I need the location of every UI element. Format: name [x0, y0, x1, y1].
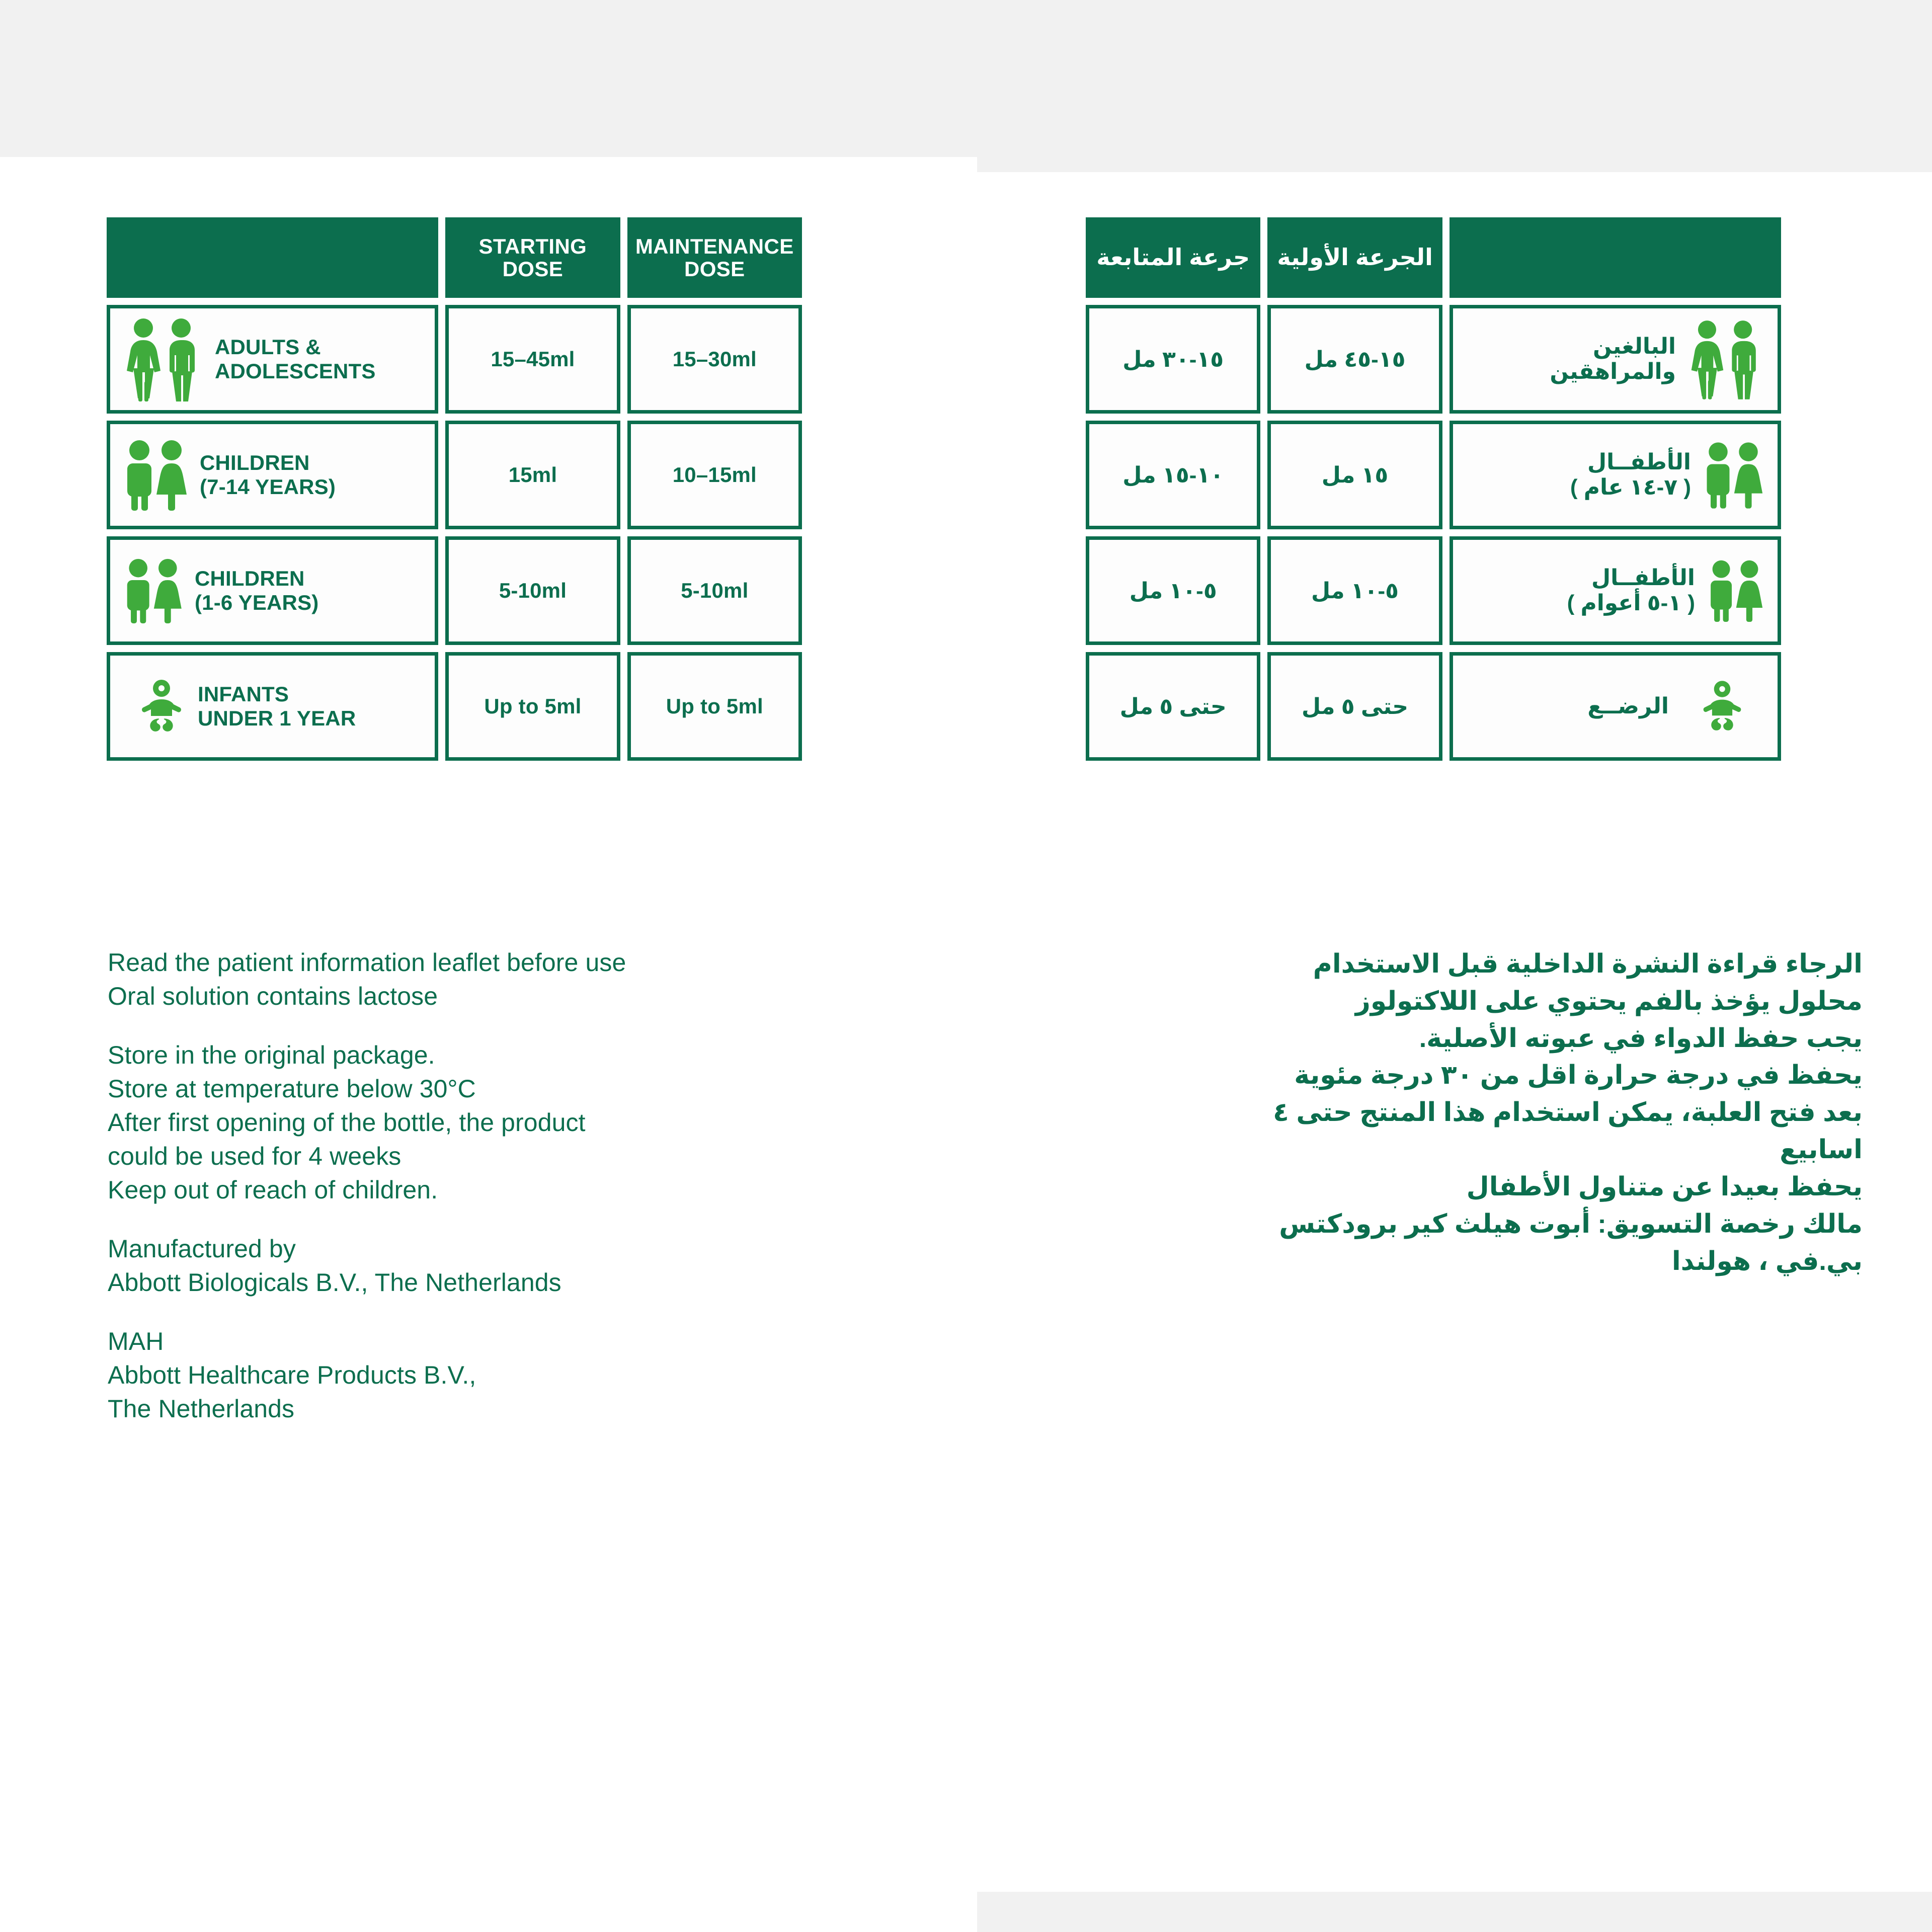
arabic-notices — [1048, 946, 1863, 1280]
category-children-1-6-line2: (1-6 YEARS) — [195, 591, 319, 614]
notice-leaflet-line2: Oral solution contains lactose — [108, 982, 438, 1010]
notice-storage-arabic-line4: اسابيع — [1780, 1135, 1863, 1165]
notice-leaflet-arabic-line1: الرجاء قراءة النشرة الداخلية قبل الاستخدام — [1313, 949, 1863, 979]
category-label-adults — [215, 335, 376, 383]
notice-storage-arabic — [1048, 1020, 1863, 1206]
table-header-row — [107, 217, 802, 298]
children-pictogram — [123, 439, 188, 511]
notice-storage-line3: After first opening of the bottle, the product — [108, 1108, 586, 1137]
mah-block-english — [108, 1325, 893, 1426]
manufactured-by-label: Manufactured by — [108, 1235, 296, 1263]
header-cell-maintenance-dose-arabic — [1086, 217, 1260, 298]
table-row-adults — [107, 305, 802, 414]
maintenance-dose-cell-infants-arabic — [1086, 652, 1260, 761]
category-children-1-6-line1: CHILDREN — [195, 567, 305, 591]
category-cell-children-1-6 — [107, 536, 438, 645]
category-children-7-14-arabic-line2: ( ٧-١٤ عام ) — [1570, 475, 1691, 500]
header-cell-starting-dose — [445, 217, 620, 298]
starting-dose-value-adults: 15–45ml — [491, 347, 575, 371]
maintenance-dose-cell-adults — [627, 305, 802, 414]
starting-dose-value-infants: Up to 5ml — [484, 694, 582, 718]
category-children-1-5-arabic-line1: الأطفــال — [1591, 565, 1695, 590]
category-cell-infants — [107, 652, 438, 761]
category-cell-children-7-14-arabic — [1450, 421, 1781, 529]
children-pictogram — [1707, 559, 1763, 622]
header-cell-maintenance-dose — [627, 217, 802, 298]
category-label-children-1-5-arabic — [1567, 566, 1695, 616]
notice-storage-arabic-line2: يحفظ في درجة حرارة اقل من ٣٠ درجة مئوية — [1294, 1061, 1863, 1090]
notice-storage-line5: Keep out of reach of children. — [108, 1176, 438, 1204]
notice-leaflet-arabic-line2: محلول يؤخذ بالفم يحتوي على اللاكتولوز — [1355, 986, 1863, 1016]
category-cell-infants-arabic — [1450, 652, 1781, 761]
notice-leaflet-arabic — [1048, 946, 1863, 1020]
notice-storage-english — [108, 1038, 893, 1207]
mah-block-arabic — [1048, 1206, 1863, 1280]
dosage-table-arabic — [1086, 217, 1781, 761]
notice-leaflet-english — [108, 946, 893, 1013]
category-cell-adults-arabic — [1450, 305, 1781, 414]
starting-dose-cell-children-1-6 — [445, 536, 620, 645]
starting-dose-value-infants-arabic: حتى ٥ مل — [1302, 694, 1409, 719]
header-maintenance-dose-label-arabic: جرعة المتابعة — [1096, 244, 1250, 271]
header-starting-dose-line1: STARTING — [478, 234, 587, 258]
category-children-1-5-arabic-line2: ( ١-٥ أعوام ) — [1567, 591, 1695, 615]
table-row-children-1-5-arabic — [1086, 536, 1781, 645]
english-notices — [108, 946, 893, 1426]
category-children-7-14-line1: CHILDREN — [200, 451, 310, 475]
starting-dose-cell-children-7-14 — [445, 421, 620, 529]
starting-dose-cell-adults-arabic — [1267, 305, 1442, 414]
category-adults-arabic-line1: البالغين — [1592, 334, 1676, 359]
category-adults-arabic-line2: والمراهقين — [1550, 359, 1676, 384]
category-adults-line2: ADOLESCENTS — [215, 359, 376, 383]
maintenance-dose-cell-children-7-14-arabic — [1086, 421, 1260, 529]
category-label-infants — [198, 682, 356, 731]
starting-dose-value-children-7-14: 15ml — [508, 463, 557, 487]
table-row-children-7-14 — [107, 421, 802, 529]
maintenance-dose-value-adults-arabic: ١٥-٣٠ مل — [1122, 347, 1224, 372]
mah-arabic-line1: مالك رخصة التسويق: أبوت هيلث كير برودكتس — [1279, 1209, 1863, 1239]
maintenance-dose-value-children-7-14-arabic: ١٠-١٥ مل — [1122, 462, 1224, 488]
category-cell-children-7-14 — [107, 421, 438, 529]
notice-storage-arabic-line5: يحفظ بعيدا عن متناول الأطفال — [1466, 1172, 1863, 1201]
header-maintenance-dose-line1: MAINTENANCE — [635, 234, 794, 258]
header-cell-starting-dose-arabic — [1267, 217, 1442, 298]
starting-dose-cell-children-1-5-arabic — [1267, 536, 1442, 645]
maintenance-dose-value-children-1-5-arabic: ٥-١٠ مل — [1129, 578, 1217, 603]
category-cell-children-1-5-arabic — [1450, 536, 1781, 645]
notice-storage-line1: Store in the original package. — [108, 1041, 435, 1069]
category-infants-line2: UNDER 1 YEAR — [198, 706, 356, 730]
table-row-children-1-6 — [107, 536, 802, 645]
category-label-adults-arabic — [1550, 334, 1676, 384]
category-label-children-7-14-arabic — [1570, 450, 1691, 500]
adults-pictogram — [1688, 319, 1763, 399]
infant-pictogram — [1699, 680, 1745, 733]
manufacturer-block-english — [108, 1232, 893, 1300]
children-pictogram — [123, 558, 183, 623]
mah-value-line1: Abbott Healthcare Products B.V., — [108, 1361, 476, 1389]
maintenance-dose-value-children-7-14: 10–15ml — [672, 463, 757, 487]
notice-storage-arabic-line1: يجب حفظ الدواء في عبوته الأصلية. — [1419, 1023, 1863, 1053]
starting-dose-cell-adults — [445, 305, 620, 414]
header-cell-category — [107, 217, 438, 298]
starting-dose-value-children-1-5-arabic: ٥-١٠ مل — [1311, 578, 1399, 603]
infant-pictogram — [137, 679, 186, 734]
mah-value-line2: The Netherlands — [108, 1395, 295, 1423]
starting-dose-value-children-7-14-arabic: ١٥ مل — [1321, 462, 1389, 488]
table-row-infants — [107, 652, 802, 761]
notice-storage-arabic-line3: بعد فتح العلبة، يمكن استخدام هذا المنتج حتى ٤ — [1273, 1098, 1863, 1128]
starting-dose-cell-infants-arabic — [1267, 652, 1442, 761]
maintenance-dose-cell-children-1-5-arabic — [1086, 536, 1260, 645]
starting-dose-cell-children-7-14-arabic — [1267, 421, 1442, 529]
header-starting-dose-label — [479, 235, 587, 281]
notice-storage-line2: Store at temperature below 30°C — [108, 1075, 476, 1103]
maintenance-dose-cell-children-1-6 — [627, 536, 802, 645]
category-adults-line1: ADULTS & — [215, 335, 321, 359]
starting-dose-value-children-1-6: 5-10ml — [499, 579, 567, 602]
header-starting-dose-line2: DOSE — [502, 257, 564, 281]
table-header-row-arabic — [1086, 217, 1781, 298]
manufactured-by-value: Abbott Biologicals B.V., The Netherlands — [108, 1268, 561, 1297]
mah-label: MAH — [108, 1327, 164, 1355]
table-row-adults-arabic — [1086, 305, 1781, 414]
category-infants-arabic-line1: الرضــع — [1587, 693, 1669, 718]
maintenance-dose-cell-infants — [627, 652, 802, 761]
header-cell-category-arabic — [1450, 217, 1781, 298]
adults-pictogram — [123, 317, 203, 401]
category-label-children-1-6 — [195, 567, 319, 615]
header-starting-dose-label-arabic: الجرعة الأولية — [1277, 244, 1433, 271]
starting-dose-value-adults-arabic: ١٥-٤٥ مل — [1304, 347, 1406, 372]
category-label-infants-arabic — [1587, 694, 1669, 719]
mah-arabic-line2: بي.في ، هولندا — [1671, 1246, 1863, 1276]
table-row-children-7-14-arabic — [1086, 421, 1781, 529]
header-maintenance-dose-label — [635, 235, 794, 281]
maintenance-dose-value-adults: 15–30ml — [672, 347, 757, 371]
starting-dose-cell-infants — [445, 652, 620, 761]
dosage-table-english — [107, 217, 802, 761]
maintenance-dose-cell-children-7-14 — [627, 421, 802, 529]
category-infants-line1: INFANTS — [198, 682, 289, 706]
notice-storage-line4: could be used for 4 weeks — [108, 1142, 401, 1170]
maintenance-dose-value-infants: Up to 5ml — [666, 694, 763, 718]
arabic-panel — [977, 0, 1932, 1932]
category-cell-adults — [107, 305, 438, 414]
category-children-7-14-arabic-line1: الأطفــال — [1587, 449, 1691, 474]
maintenance-dose-cell-adults-arabic — [1086, 305, 1260, 414]
header-maintenance-dose-line2: DOSE — [684, 257, 745, 281]
maintenance-dose-value-infants-arabic: حتى ٥ مل — [1119, 694, 1227, 719]
maintenance-dose-value-children-1-6: 5-10ml — [681, 579, 749, 602]
category-label-children-7-14 — [200, 451, 336, 499]
children-pictogram — [1703, 441, 1763, 509]
table-row-infants-arabic — [1086, 652, 1781, 761]
notice-leaflet-line1: Read the patient information leaflet before use — [108, 948, 626, 977]
category-children-7-14-line2: (7-14 YEARS) — [200, 475, 336, 499]
